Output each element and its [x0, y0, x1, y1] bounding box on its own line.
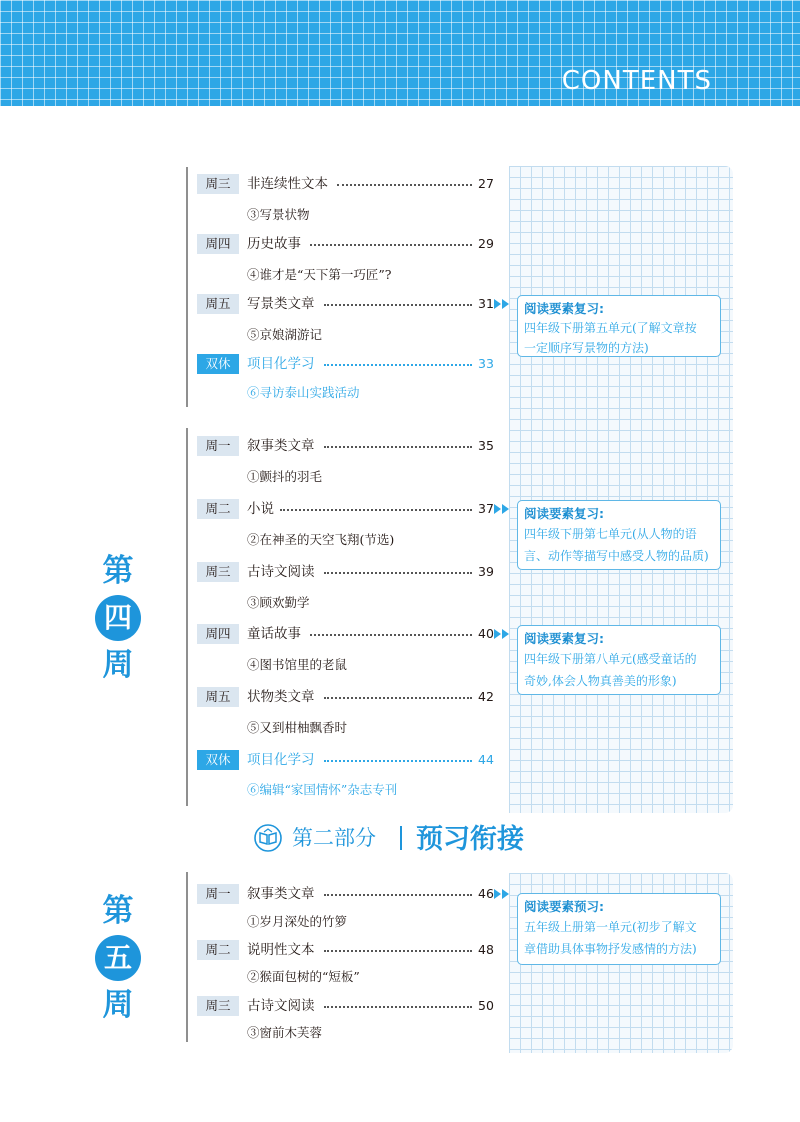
reading-note — [517, 295, 721, 357]
section-line — [186, 167, 188, 407]
entry-title[interactable]: 说明性文本 — [247, 942, 315, 958]
double-arrow-icon — [494, 889, 510, 899]
day-tag: 周二 — [197, 940, 239, 960]
sub-item[interactable]: ⑥编辑“家国情怀”杂志专刊 — [247, 782, 398, 797]
double-arrow-icon — [494, 629, 510, 639]
week-number-circle: 五 — [95, 935, 141, 981]
part-title: 预习衔接 — [416, 824, 524, 855]
double-arrow-icon — [494, 504, 510, 514]
dot-leader — [324, 950, 472, 952]
section-line — [186, 872, 188, 1042]
page-number: 31 — [478, 296, 494, 311]
entry-title[interactable]: 历史故事 — [247, 236, 301, 252]
day-tag: 周三 — [197, 174, 239, 194]
week-char: 周 — [102, 647, 134, 683]
dot-leader — [324, 697, 472, 699]
week-char: 第 — [102, 553, 134, 589]
day-tag: 周二 — [197, 499, 239, 519]
dot-leader — [324, 1006, 472, 1008]
note-line: 四年级下册第八单元(感受童话的 — [524, 652, 697, 666]
week-char: 周 — [102, 987, 134, 1023]
part-subtitle: 第二部分 — [292, 826, 376, 850]
double-arrow-icon — [494, 299, 510, 309]
dot-leader — [324, 894, 472, 896]
sub-item[interactable]: ③顾欢勤学 — [247, 595, 310, 610]
weekend-tag: 双休 — [197, 354, 239, 374]
note-line: 章借助具体事物抒发感情的方法) — [524, 942, 697, 956]
reading-note — [517, 625, 721, 695]
open-book-icon — [254, 824, 282, 852]
day-tag: 周四 — [197, 234, 239, 254]
note-line: 四年级下册第五单元(了解文章按 — [524, 321, 697, 335]
day-tag: 周五 — [197, 294, 239, 314]
entry-title[interactable]: 项目化学习 — [247, 752, 315, 768]
day-tag: 周三 — [197, 996, 239, 1016]
entry-title[interactable]: 古诗文阅读 — [247, 998, 315, 1014]
page-number: 27 — [478, 176, 494, 191]
day-tag: 周一 — [197, 884, 239, 904]
note-title: 阅读要素预习: — [524, 899, 604, 914]
page-number: 46 — [478, 886, 494, 901]
note-line: 奇妙,体会人物真善美的形象) — [524, 674, 677, 688]
dot-leader — [324, 760, 472, 762]
dot-leader — [310, 634, 472, 636]
grid-panel-top — [509, 166, 733, 813]
sub-item[interactable]: ④图书馆里的老鼠 — [247, 657, 348, 672]
section-line — [186, 428, 188, 806]
day-tag: 周五 — [197, 687, 239, 707]
page-number: 29 — [478, 236, 494, 251]
week-number-circle: 四 — [95, 595, 141, 641]
dot-leader — [324, 572, 472, 574]
entry-title[interactable]: 小说 — [247, 501, 274, 517]
page-number: 39 — [478, 564, 494, 579]
dot-leader — [324, 446, 472, 448]
day-tag: 周一 — [197, 436, 239, 456]
dot-leader — [280, 509, 472, 511]
sub-item[interactable]: ⑥寻访泰山实践活动 — [247, 385, 360, 400]
page-number: 42 — [478, 689, 494, 704]
dot-leader — [337, 184, 472, 186]
note-line: 五年级上册第一单元(初步了解文 — [524, 920, 697, 934]
page-number: 33 — [478, 356, 494, 371]
dot-leader — [324, 364, 472, 366]
day-tag: 周四 — [197, 624, 239, 644]
entry-title[interactable]: 状物类文章 — [247, 689, 315, 705]
entry-title[interactable]: 非连续性文本 — [247, 176, 328, 192]
page-number: 44 — [478, 752, 494, 767]
sub-item[interactable]: ④谁才是“天下第一巧匠”? — [247, 267, 392, 282]
contents-title: CONTENTS — [561, 66, 712, 96]
note-line: 四年级下册第七单元(从人物的语 — [524, 527, 697, 541]
dot-leader — [324, 304, 472, 306]
week-char: 第 — [102, 893, 134, 929]
sub-item[interactable]: ③写景状物 — [247, 207, 310, 222]
page-number: 50 — [478, 998, 494, 1013]
entry-title[interactable]: 童话故事 — [247, 626, 301, 642]
page-number: 48 — [478, 942, 494, 957]
sub-item[interactable]: ⑤京娘湖游记 — [247, 327, 323, 342]
sub-item[interactable]: ②在神圣的天空飞翔(节选) — [247, 532, 395, 547]
entry-title[interactable]: 叙事类文章 — [247, 886, 315, 902]
dot-leader — [310, 244, 472, 246]
sub-item[interactable]: ③窗前木芙蓉 — [247, 1025, 323, 1040]
reading-note — [517, 893, 721, 965]
entry-title[interactable]: 写景类文章 — [247, 296, 315, 312]
sub-item[interactable]: ②猴面包树的“短板” — [247, 969, 360, 984]
entry-title[interactable]: 叙事类文章 — [247, 438, 315, 454]
note-line: 言、动作等描写中感受人物的品质) — [524, 549, 709, 563]
page-number: 37 — [478, 501, 494, 516]
header-banner — [0, 0, 800, 106]
entry-title[interactable]: 古诗文阅读 — [247, 564, 315, 580]
note-line: 一定顺序写景物的方法) — [524, 341, 649, 355]
sub-item[interactable]: ①颤抖的羽毛 — [247, 469, 323, 484]
note-title: 阅读要素复习: — [524, 631, 604, 646]
part-divider — [400, 826, 402, 850]
weekend-tag: 双休 — [197, 750, 239, 770]
week-four-label — [92, 552, 144, 684]
day-tag: 周三 — [197, 562, 239, 582]
sub-item[interactable]: ①岁月深处的竹箩 — [247, 914, 348, 929]
reading-note — [517, 500, 721, 570]
page-number: 35 — [478, 438, 494, 453]
entry-title[interactable]: 项目化学习 — [247, 356, 315, 372]
sub-item[interactable]: ⑤又到柑柚飘香时 — [247, 720, 348, 735]
page-number: 40 — [478, 626, 494, 641]
note-title: 阅读要素复习: — [524, 506, 604, 521]
note-title: 阅读要素复习: — [524, 301, 604, 316]
week-five-label — [92, 892, 144, 1024]
